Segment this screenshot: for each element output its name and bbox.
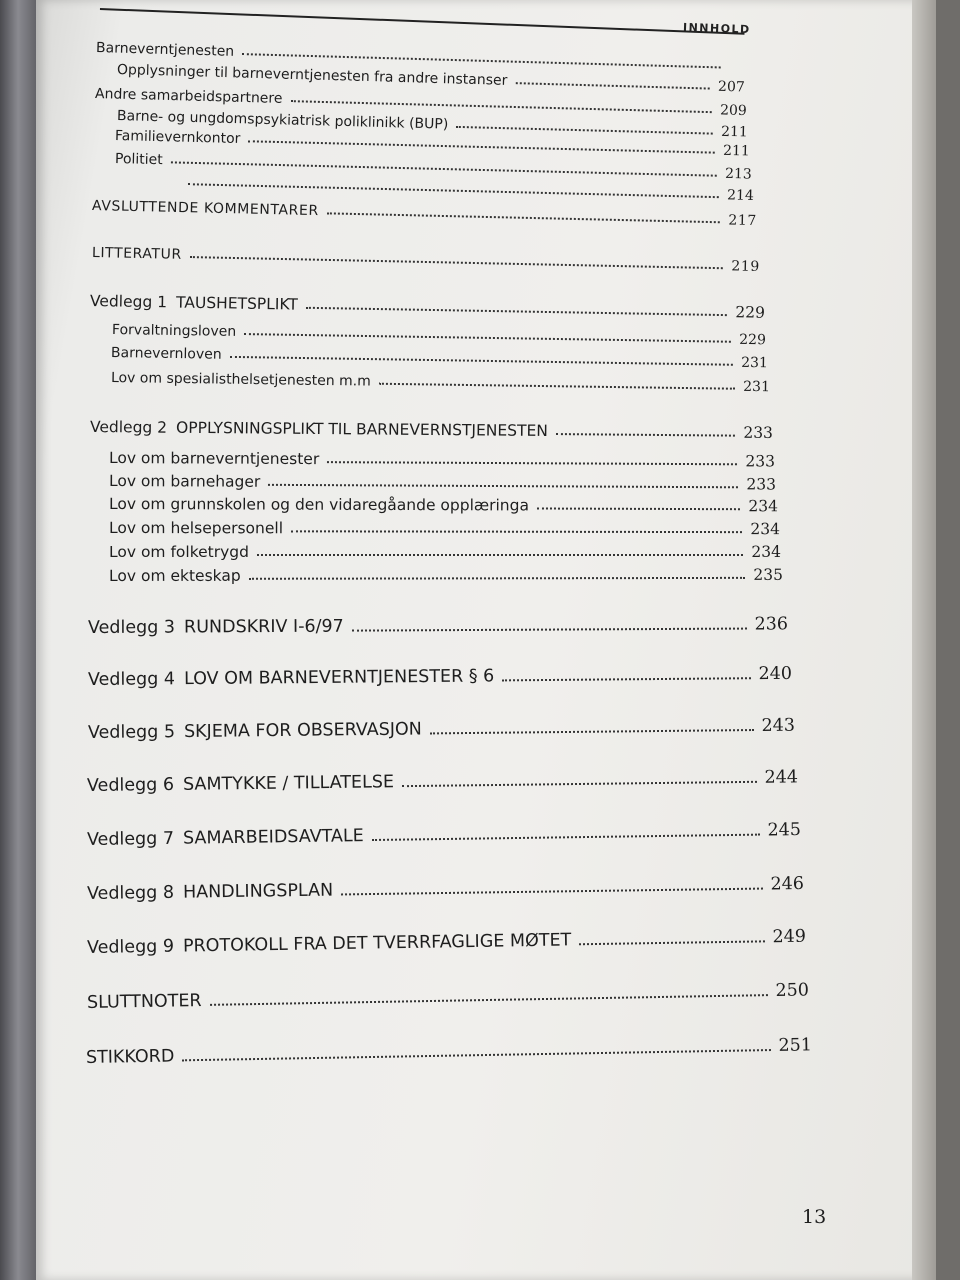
- toc-entry-page: 219: [731, 258, 761, 275]
- header-rule: [100, 8, 745, 35]
- dot-leader: [291, 530, 742, 533]
- dot-leader: [502, 677, 750, 681]
- toc-entry-page: 234: [751, 543, 781, 561]
- toc-entry-title: Lov om folketrygd: [109, 543, 249, 561]
- toc-entry: [111, 370, 770, 395]
- toc-entry-title: Lov om barnehager: [108, 472, 261, 491]
- toc-entry: [90, 418, 773, 442]
- toc-entry-page: 229: [739, 331, 767, 349]
- dot-leader: [430, 729, 754, 734]
- toc-entry-page: 231: [741, 354, 769, 372]
- toc-entry: [109, 566, 783, 585]
- toc-entry-title: SLUTTNOTER: [86, 991, 202, 1013]
- toc-entry-title: SAMTYKKE / TILLATELSE: [182, 772, 395, 795]
- toc-entry-prefix: Vedlegg 9: [86, 936, 175, 958]
- toc-entry-page: 229: [735, 303, 766, 322]
- toc-entry-page: 246: [770, 873, 805, 895]
- toc-entry-page: 251: [778, 1035, 813, 1056]
- toc-entry-title: Opplysninger til barneverntjenesten fra andre instanser: [116, 62, 508, 89]
- toc-entry-title: Lov om spesialisthelsetjenesten m.m: [110, 370, 371, 390]
- toc-entry-title: SAMARBEIDSAVTALE: [182, 826, 364, 849]
- toc-entry: [87, 874, 804, 904]
- toc-entry-title: SKJEMA FOR OBSERVASJON: [183, 719, 422, 742]
- page-number: 13: [802, 1206, 827, 1228]
- dot-leader: [341, 888, 762, 896]
- toc-entry-prefix: Vedlegg 5: [87, 722, 176, 743]
- toc-entry: [109, 495, 778, 515]
- dot-leader: [182, 1049, 770, 1061]
- toc-entry: [109, 543, 781, 561]
- toc-entry: [92, 198, 757, 229]
- toc-entry: [87, 767, 798, 796]
- toc-entry-page: 244: [764, 767, 799, 788]
- toc-entry-page: 214: [726, 187, 755, 205]
- toc-entry-page: [729, 70, 755, 71]
- dot-leader: [306, 307, 727, 316]
- toc-entry-page: 240: [758, 663, 793, 685]
- toc-entry-title: Barneverntjenesten: [95, 40, 235, 60]
- dot-leader: [230, 356, 734, 366]
- dot-leader: [171, 161, 717, 176]
- toc-entry-page: 233: [746, 475, 777, 494]
- toc-entry-title: LITTERATUR: [91, 245, 182, 263]
- toc-entry-prefix: Vedlegg 7: [86, 828, 175, 850]
- toc-entry: [88, 614, 788, 638]
- toc-entry-title: Barnevernloven: [110, 345, 222, 363]
- toc-entry: [111, 345, 768, 371]
- toc-entry-title: STIKKORD: [85, 1046, 175, 1068]
- dot-leader: [402, 781, 757, 787]
- dot-leader: [379, 383, 735, 390]
- dot-leader: [327, 212, 721, 223]
- dot-leader: [268, 484, 738, 488]
- toc-entry: [87, 980, 809, 1013]
- toc-entry-title: Forvaltningsloven: [111, 322, 237, 340]
- toc-entry-title: TAUSHETSPLIKT: [175, 293, 299, 314]
- toc-entry-page: 234: [748, 497, 779, 516]
- toc-entry-prefix: Vedlegg 4: [87, 669, 176, 690]
- toc-entry-prefix: Vedlegg 2: [89, 418, 168, 437]
- toc-entry: [109, 519, 780, 538]
- toc-entry: [90, 292, 765, 322]
- toc-entry: [87, 927, 806, 958]
- toc-entry-page: 234: [750, 520, 781, 539]
- toc-entry-title: PROTOKOLL FRA DET TVERRFAGLIGE MØTET: [182, 930, 572, 957]
- toc-entry: [109, 449, 775, 470]
- dot-leader: [249, 577, 746, 580]
- toc-entry-title: Lov om helsepersonell: [108, 519, 284, 538]
- toc-entry-title: Barne- og ungdomspsykiatrisk poliklinikk (BUP): [116, 108, 449, 133]
- toc-entry-title: LOV OM BARNEVERNTJENESTER § 6: [183, 666, 495, 690]
- toc-entry: [87, 820, 801, 850]
- dot-leader: [537, 507, 740, 510]
- toc-entry-title: Politiet: [114, 151, 163, 169]
- toc-entry-page: 235: [753, 565, 784, 584]
- dot-leader: [556, 433, 736, 437]
- toc-entry-page: 243: [761, 715, 796, 736]
- toc-entry-title: Lov om barneverntjenester: [108, 449, 320, 469]
- dot-leader: [290, 100, 712, 113]
- toc-entry-title: AVSLUTTENDE KOMMENTARER: [91, 198, 319, 220]
- toc-entry-page: 217: [728, 212, 758, 230]
- toc-entry-page: 213: [724, 165, 753, 183]
- toc-entry-prefix: Vedlegg 8: [86, 882, 175, 904]
- toc-entry-title: Andre samarbeidspartnere: [94, 86, 283, 107]
- toc-entry: [92, 245, 760, 275]
- dot-leader: [327, 461, 737, 465]
- toc-entry-page: 245: [767, 820, 802, 841]
- toc-entry: [86, 1035, 812, 1068]
- dot-leader: [352, 628, 747, 632]
- toc-entry-prefix: Vedlegg 3: [87, 617, 176, 638]
- toc-entry-page: 233: [745, 452, 776, 471]
- dot-leader: [248, 140, 715, 153]
- dot-leader: [579, 940, 764, 945]
- toc-entry-title: RUNDSKRIV I-6/97: [183, 616, 344, 638]
- dot-leader: [372, 834, 760, 841]
- toc-entry-page: 211: [720, 123, 748, 141]
- dot-leader: [456, 126, 713, 135]
- dot-leader: [190, 256, 724, 269]
- toc-entry: [112, 322, 766, 348]
- toc-entry-page: 236: [754, 614, 789, 635]
- toc-entry-page: 207: [717, 78, 745, 96]
- dot-leader: [515, 82, 710, 89]
- toc-entry-page: 249: [772, 926, 807, 948]
- dot-leader: [244, 333, 731, 343]
- running-header: INNHOLD: [682, 20, 751, 37]
- toc-entry-page: 250: [775, 980, 810, 1001]
- dot-leader: [210, 994, 768, 1006]
- toc-entry: [109, 472, 776, 493]
- toc-entry-page: 211: [722, 142, 751, 160]
- toc-entry: [88, 716, 795, 743]
- toc-entry-title: Lov om ekteskap: [108, 566, 241, 585]
- toc-entry-page: 233: [743, 423, 774, 442]
- toc-entry-title: Familievernkontor: [114, 128, 241, 148]
- toc-entry-title: Lov om grunnskolen og den vidaregåande opplæringa: [108, 495, 529, 515]
- toc-entry-title: OPPLYSNINGSPLIKT TIL BARNEVERNSTJENESTEN: [176, 418, 548, 440]
- toc-entry-page: 209: [719, 102, 747, 120]
- toc-entry-prefix: Vedlegg 1: [89, 292, 168, 312]
- toc-entry-page: 231: [743, 378, 771, 396]
- toc-entry-prefix: Vedlegg 6: [86, 774, 175, 796]
- toc-entry-title: HANDLINGSPLAN: [182, 880, 334, 903]
- toc-entry: [88, 664, 792, 690]
- dot-leader: [188, 183, 719, 198]
- dot-leader: [257, 554, 743, 556]
- dot-leader: [242, 53, 721, 68]
